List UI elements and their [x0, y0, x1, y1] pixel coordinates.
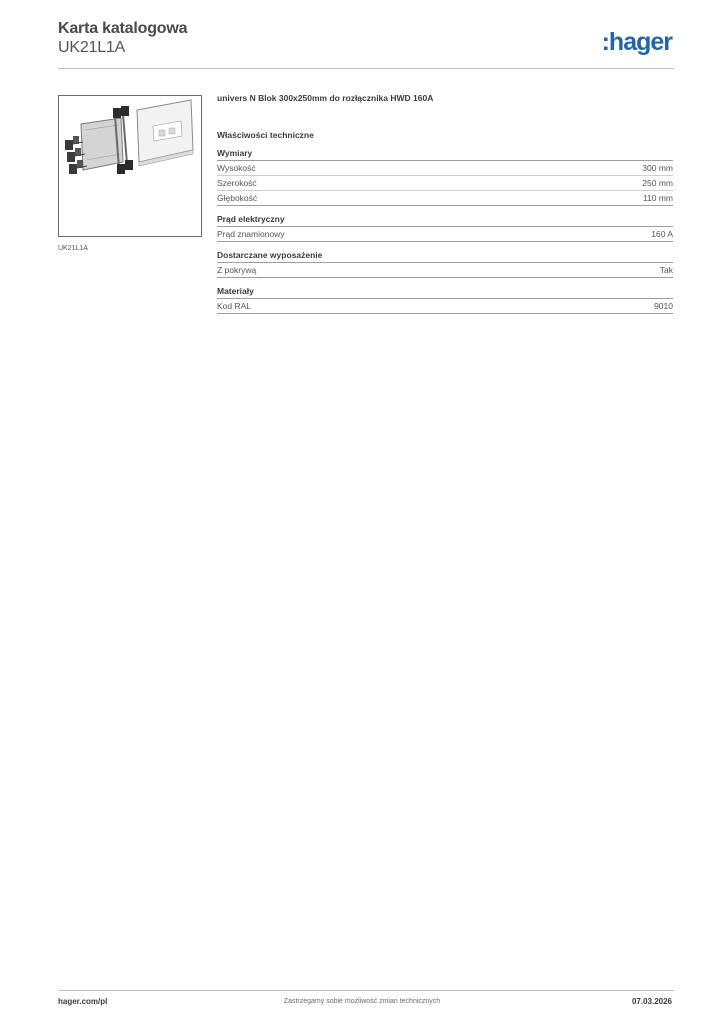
property-value: Tak [659, 265, 673, 275]
property-row [217, 191, 673, 206]
website-link[interactable]: hager.com/pl [58, 997, 108, 1006]
product-illustration [59, 96, 201, 236]
property-label: Z pokrywą [217, 265, 257, 275]
property-row [217, 299, 673, 314]
property-label: Prąd znamionowy [217, 229, 285, 239]
tech-properties-title: Właściwości techniczne [217, 130, 314, 140]
group-title: Prąd elektryczny [217, 214, 673, 227]
property-value: 110 mm [642, 193, 673, 203]
product-name: univers N Blok 300x250mm do rozłącznika HWD 160A [217, 93, 434, 103]
group-title: Dostarczane wyposażenie [217, 250, 673, 263]
group-electric [217, 214, 673, 242]
property-value: 250 mm [642, 178, 673, 188]
footer-disclaimer: Zastrzegamy sobie możliwość zmian technicznych [283, 998, 441, 1005]
property-value: 9010 [654, 301, 673, 311]
property-row [217, 176, 673, 191]
property-label: Kod RAL [217, 301, 252, 311]
property-row [217, 227, 673, 242]
property-label: Wysokość [217, 163, 256, 173]
group-materials [217, 286, 673, 314]
header-divider [58, 68, 674, 69]
property-label: Szerokość [217, 178, 257, 188]
property-value: 300 mm [642, 163, 673, 173]
image-caption: UK21L1A [58, 245, 88, 252]
page-header [58, 20, 674, 70]
property-label: Głębokość [217, 193, 258, 203]
property-row [217, 263, 673, 278]
product-image [58, 95, 202, 237]
footer-date: 07.03.2026 [631, 997, 672, 1006]
product-details [217, 93, 673, 314]
group-title: Wymiary [217, 148, 673, 161]
document-title: Karta katalogowa [58, 20, 188, 37]
group-equipment [217, 250, 673, 278]
product-code: UK21L1A [58, 39, 126, 56]
group-title: Materiały [217, 286, 673, 299]
property-row [217, 161, 673, 176]
footer-divider [58, 990, 674, 991]
group-dimensions [217, 148, 673, 206]
property-value: 160 A [651, 229, 673, 239]
hager-logo: :hager [601, 28, 672, 56]
